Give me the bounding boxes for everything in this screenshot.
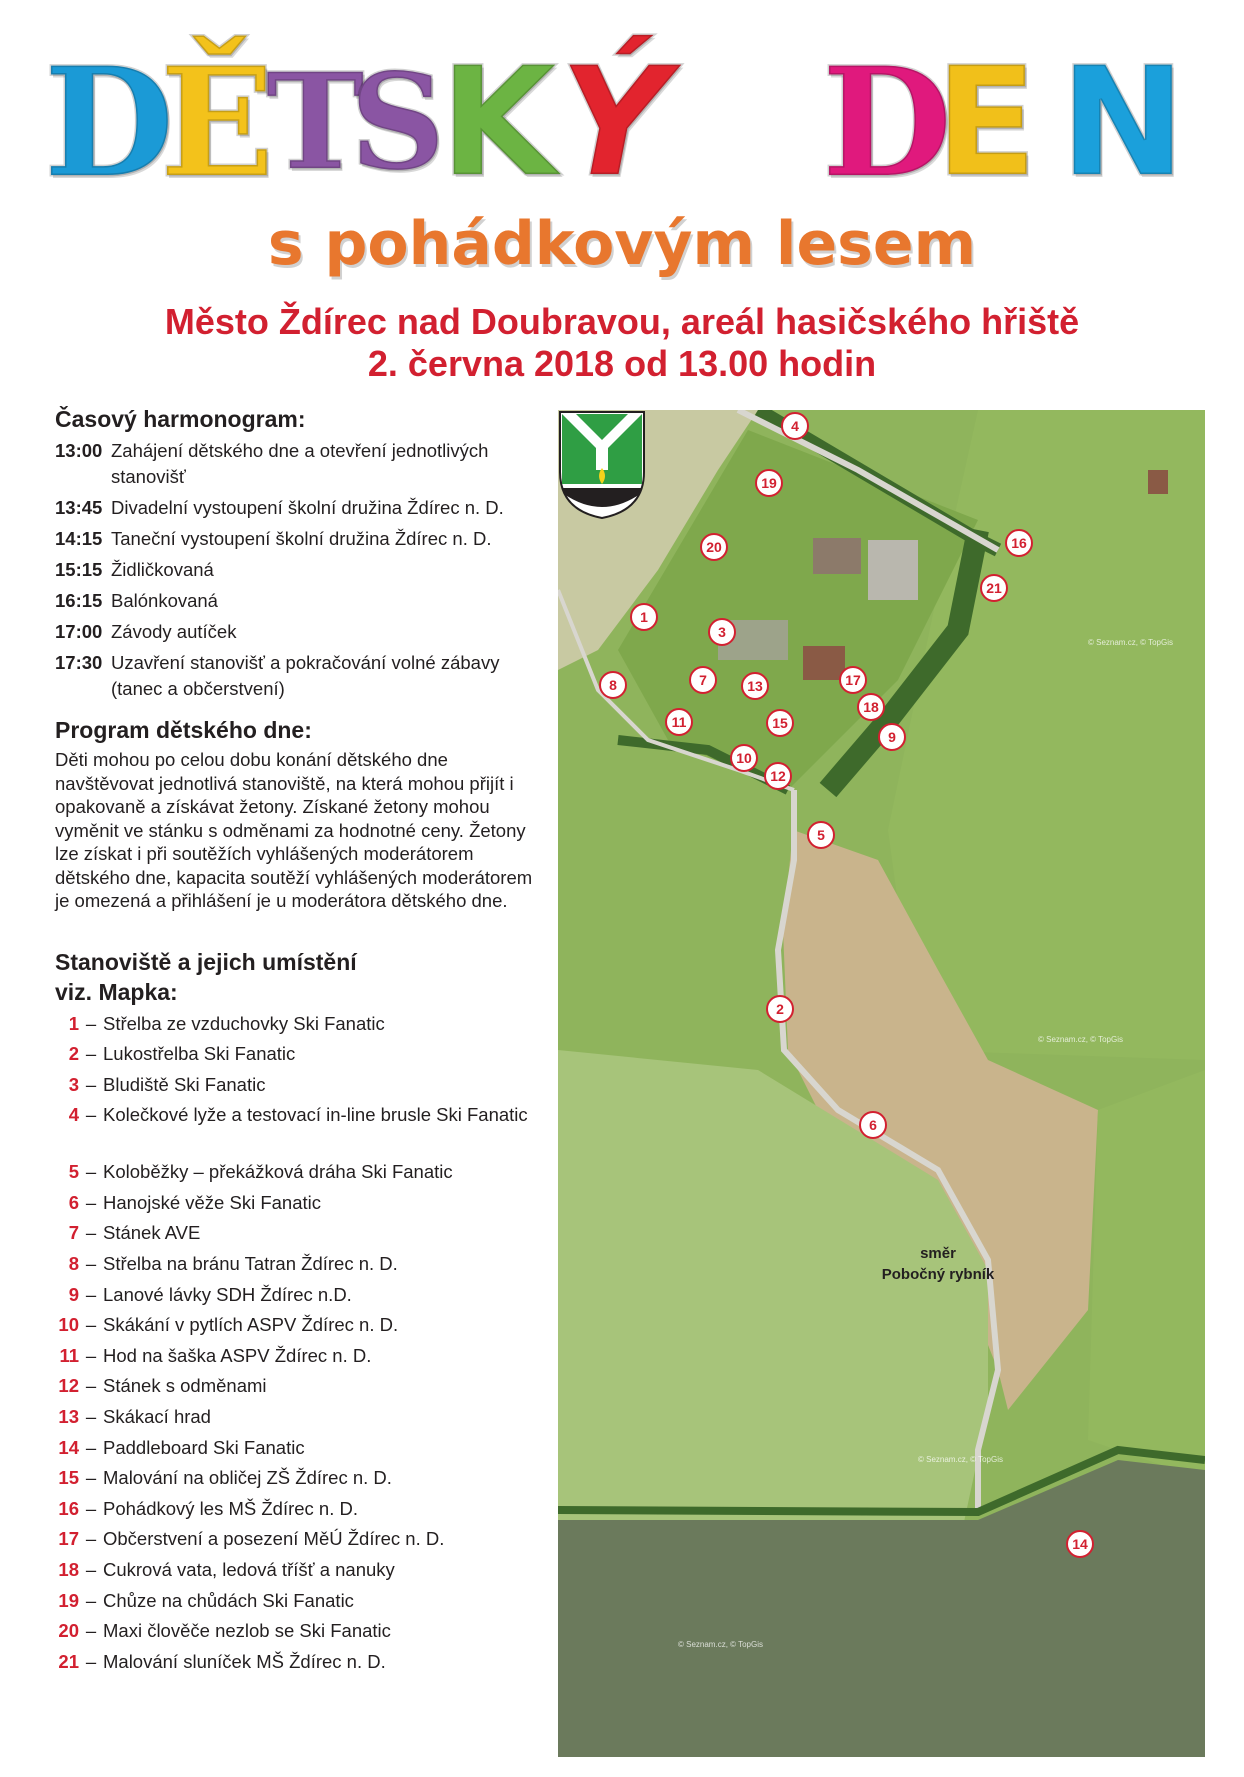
direction-line1: směr	[920, 1245, 956, 1262]
station-number: 18	[58, 1559, 79, 1580]
program-heading: Program dětského dne:	[55, 717, 312, 743]
station-text: Pohádkový les MŠ Ždírec n. D.	[103, 1497, 358, 1519]
station-number: 17	[58, 1528, 79, 1550]
title-letter: Ý	[560, 36, 669, 210]
station-item	[55, 1588, 555, 1619]
schedule-item	[55, 526, 555, 552]
schedule-item	[55, 588, 555, 614]
station-text: Hanojské věže Ski Fanatic	[103, 1191, 321, 1213]
title-letter: T	[266, 45, 365, 200]
map-marker-16: 16	[1005, 529, 1033, 557]
map-marker-12: 12	[764, 762, 792, 790]
station-dash: –	[85, 1620, 97, 1642]
station-number: 1	[68, 1012, 79, 1034]
map-building	[868, 540, 918, 600]
station-item	[55, 1312, 555, 1343]
map-marker-10: 10	[730, 744, 758, 772]
station-dash: –	[85, 1314, 97, 1336]
station-text: Kolečkové lyže a testovací in-line brusle Ski Fanatic	[103, 1104, 528, 1126]
schedule-text: Závody autíček	[111, 621, 237, 642]
station-dash: –	[85, 1253, 97, 1275]
map-marker-2: 2	[766, 995, 794, 1023]
station-item	[55, 1496, 555, 1527]
schedule-time: 13:45	[55, 497, 103, 518]
map-marker-20: 20	[700, 533, 728, 561]
station-text: Paddleboard Ski Fanatic	[103, 1436, 305, 1458]
station-dash: –	[85, 1344, 97, 1366]
station-item	[55, 1465, 555, 1496]
station-text: Cukrová vata, ledová tříšť a nanuky	[103, 1559, 395, 1580]
title-letter: Ě	[160, 35, 275, 211]
station-number: 11	[59, 1344, 79, 1366]
station-item	[55, 1343, 555, 1374]
info-column	[55, 405, 555, 1679]
title-letter: S	[350, 45, 446, 200]
station-number: 15	[58, 1467, 79, 1489]
station-item	[55, 1526, 555, 1557]
station-dash: –	[85, 1467, 97, 1489]
station-number: 13	[58, 1406, 79, 1428]
schedule-time: 17:30	[55, 652, 103, 673]
station-dash: –	[85, 1436, 97, 1458]
schedule-item	[55, 619, 555, 645]
station-text: Maxi člověče nezlob se Ski Fanatic	[103, 1620, 391, 1642]
schedule-item	[55, 557, 555, 583]
station-text: Skákací hrad	[103, 1406, 211, 1428]
station-item	[55, 1282, 555, 1313]
station-item	[55, 1190, 555, 1221]
station-number: 14	[58, 1436, 79, 1458]
map-marker-19: 19	[755, 469, 783, 497]
station-number: 12	[58, 1375, 79, 1397]
station-dash: –	[85, 1073, 97, 1095]
direction-line2: Pobočný rybník	[881, 1266, 995, 1283]
station-number: 9	[68, 1283, 79, 1305]
station-item	[55, 1557, 555, 1588]
map-marker-18: 18	[857, 693, 885, 721]
schedule-text: Taneční vystoupení školní družina Ždírec n. D.	[111, 528, 492, 549]
station-item	[55, 1072, 555, 1103]
station-item	[55, 1011, 555, 1042]
station-number: 8	[68, 1253, 79, 1275]
station-text: Občerstvení a posezení MěÚ Ždírec n. D.	[103, 1528, 445, 1550]
schedule-item	[55, 650, 555, 702]
station-text: Bludiště Ski Fanatic	[103, 1073, 266, 1095]
town-emblem	[558, 410, 646, 520]
station-item	[55, 1159, 555, 1190]
schedule-time: 15:15	[55, 559, 103, 580]
station-text: Stánek AVE	[103, 1222, 201, 1244]
station-text: Lanové lávky SDH Ždírec n.D.	[103, 1283, 352, 1305]
map-building	[1148, 470, 1168, 494]
map-marker-6: 6	[859, 1111, 887, 1139]
station-dash: –	[85, 1012, 97, 1034]
station-dash: –	[85, 1375, 97, 1397]
station-dash: –	[85, 1222, 97, 1244]
map-marker-13: 13	[741, 672, 769, 700]
station-text: Střelba ze vzduchovky Ski Fanatic	[103, 1012, 385, 1034]
station-text: Chůze na chůdách Ski Fanatic	[103, 1589, 354, 1611]
title-letter: D	[44, 35, 175, 211]
schedule-heading: Časový harmonogram:	[55, 406, 306, 432]
station-dash: –	[85, 1161, 97, 1183]
map-marker-11: 11	[665, 708, 693, 736]
title-letter: N	[1060, 36, 1186, 210]
map-marker-5: 5	[807, 821, 835, 849]
schedule-text: Zahájení dětského dne a otevření jednotlivých stanovišť	[111, 440, 489, 487]
map-marker-7: 7	[689, 666, 717, 694]
station-number: 21	[58, 1650, 79, 1672]
map-meadow-right	[1088, 1070, 1205, 1480]
station-text: Koloběžky – překážková dráha Ski Fanatic	[103, 1161, 453, 1183]
station-item	[55, 1373, 555, 1404]
map-marker-17: 17	[839, 666, 867, 694]
subtitle: s pohádkovým lesem	[267, 209, 977, 279]
station-dash: –	[85, 1497, 97, 1519]
stations-heading	[55, 947, 555, 1007]
station-text: Skákání v pytlích ASPV Ždírec n. D.	[103, 1314, 399, 1336]
direction-label	[858, 1243, 1018, 1285]
schedule-text: Balónkovaná	[111, 590, 218, 611]
station-item	[55, 1041, 555, 1072]
map-watermark: © Seznam.cz, © TopGis	[918, 1455, 1004, 1464]
station-dash: –	[85, 1283, 97, 1305]
title-letter: E	[935, 36, 1038, 210]
stations-heading-line1: Stanoviště a jejich umístění	[55, 948, 357, 975]
station-item	[55, 1220, 555, 1251]
station-text: Lukostřelba Ski Fanatic	[103, 1043, 296, 1065]
map-watermark: © Seznam.cz, © TopGis	[1088, 638, 1174, 647]
schedule-time: 14:15	[55, 528, 103, 549]
map-marker-3: 3	[708, 618, 736, 646]
station-number: 20	[58, 1620, 79, 1642]
station-number: 5	[68, 1161, 79, 1183]
title-letter: K	[440, 36, 557, 210]
station-number: 16	[58, 1497, 79, 1519]
station-number: 19	[58, 1589, 79, 1611]
event-place: Město Ždírec nad Doubravou, areál hasičského hřiště	[164, 301, 1080, 342]
map-watermark: © Seznam.cz, © TopGis	[1038, 1035, 1124, 1044]
aerial-map	[558, 410, 1205, 1757]
station-text: Malování sluníček MŠ Ždírec n. D.	[103, 1650, 386, 1672]
program-text: Děti mohou po celou dobu konání dětského dne navštěvovat jednotlivá stanoviště, na která mohou přijít i opakovaně a získávat žetony. Získané žetony mohou vyměnit ve stánku s odměnami za hodnotné ceny. Žetony lze získat i při soutěžích vyhlášených moderátorem dětského dne, kapacita soutěží vyhlášených moderátorem je omezená a přihlášení je u moderátora dětského dne.	[55, 749, 533, 911]
map-marker-14: 14	[1066, 1530, 1094, 1558]
map-marker-21: 21	[980, 574, 1008, 602]
station-text: Malování na obličej ZŠ Ždírec n. D.	[103, 1467, 392, 1489]
schedule-item	[55, 495, 555, 521]
schedule-text: Uzavření stanovišť a pokračování volné zábavy (tanec a občerstvení)	[111, 652, 500, 699]
stations-heading-line2: viz. Mapka:	[55, 978, 178, 1005]
station-dash: –	[85, 1406, 97, 1428]
map-marker-8: 8	[599, 671, 627, 699]
station-number: 4	[68, 1104, 79, 1126]
map-marker-15: 15	[766, 709, 794, 737]
map-watermark: © Seznam.cz, © TopGis	[678, 1640, 764, 1649]
stations-list	[55, 1011, 555, 1680]
station-item	[55, 1649, 555, 1680]
station-item	[55, 1102, 555, 1159]
station-item	[55, 1435, 555, 1466]
station-dash: –	[85, 1559, 97, 1580]
station-dash: –	[85, 1528, 97, 1550]
station-dash: –	[85, 1589, 97, 1611]
station-text: Stánek s odměnami	[103, 1375, 267, 1397]
schedule-text: Divadelní vystoupení školní družina Ždírec n. D.	[111, 497, 504, 518]
station-number: 7	[68, 1222, 79, 1244]
station-number: 3	[68, 1073, 79, 1095]
schedule-time: 13:00	[55, 440, 103, 461]
station-number: 2	[68, 1043, 79, 1065]
event-date: 2. června 2018 od 13.00 hodin	[367, 343, 877, 384]
schedule-time: 16:15	[55, 590, 103, 611]
map-marker-4: 4	[781, 412, 809, 440]
station-number: 10	[58, 1314, 79, 1336]
station-item	[55, 1404, 555, 1435]
station-item	[55, 1618, 555, 1649]
map-marker-1: 1	[630, 603, 658, 631]
station-number: 6	[68, 1191, 79, 1213]
schedule-item	[55, 438, 555, 490]
map-building	[813, 538, 861, 574]
station-dash: –	[85, 1191, 97, 1213]
schedule-time: 17:00	[55, 621, 103, 642]
title-letter: D	[822, 35, 953, 211]
station-dash: –	[85, 1650, 97, 1672]
schedule-list	[55, 438, 555, 702]
station-dash: –	[85, 1104, 97, 1126]
schedule-text: Židličkovaná	[111, 559, 214, 580]
station-item	[55, 1251, 555, 1282]
main-title	[0, 28, 1244, 218]
station-dash: –	[85, 1043, 97, 1065]
station-text: Hod na šaška ASPV Ždírec n. D.	[103, 1344, 372, 1366]
station-text: Střelba na bránu Tatran Ždírec n. D.	[103, 1253, 398, 1275]
map-marker-9: 9	[878, 723, 906, 751]
